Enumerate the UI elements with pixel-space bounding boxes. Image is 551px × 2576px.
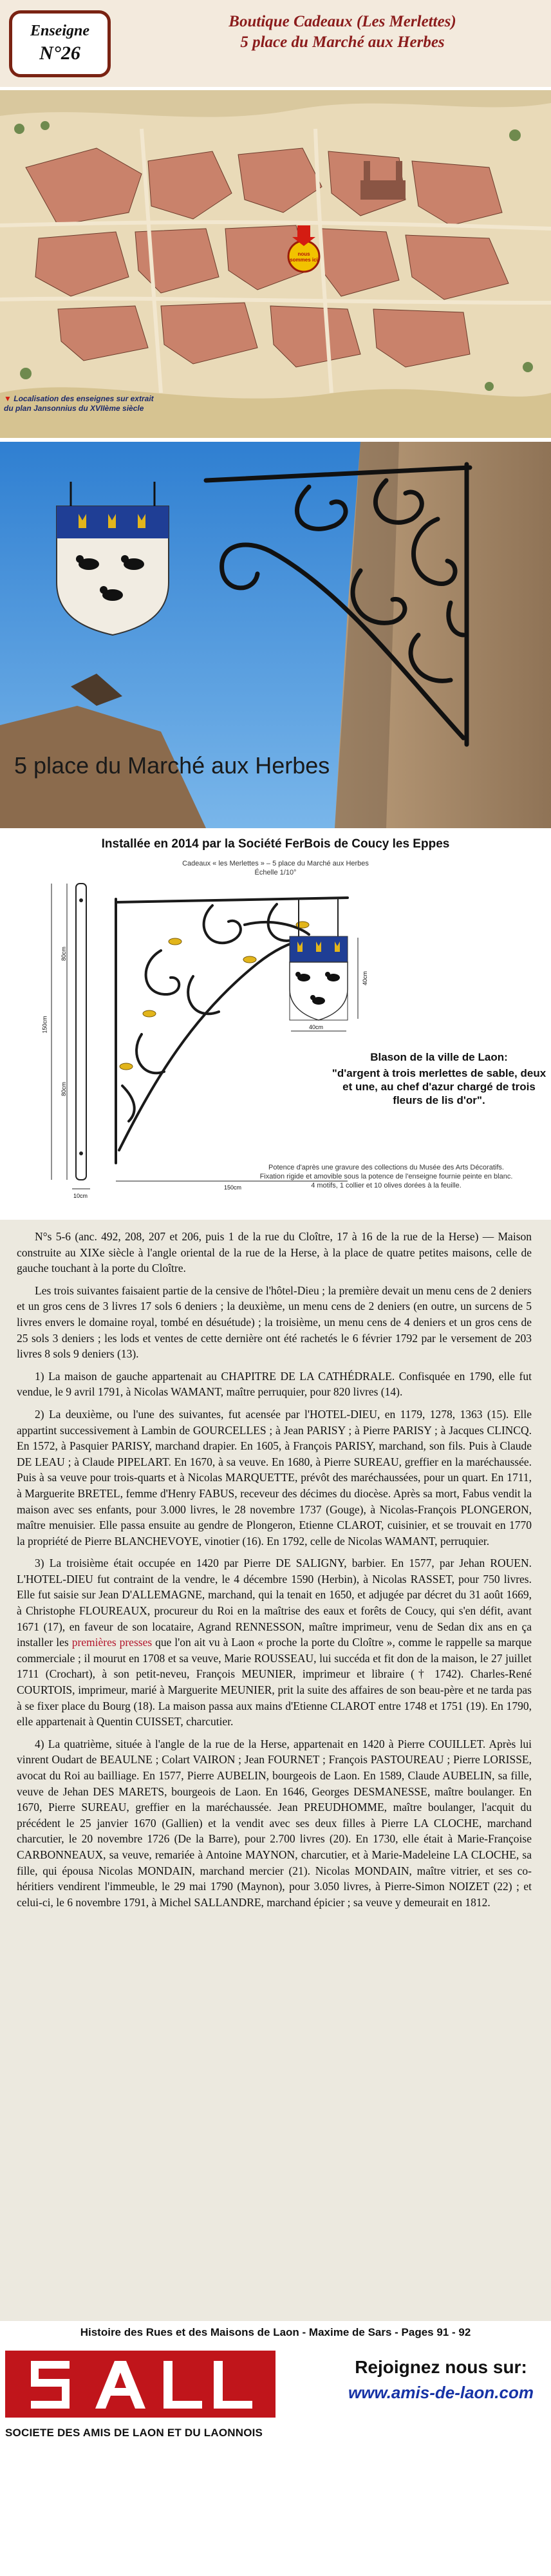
website-link[interactable]: www.amis-de-laon.com [348, 2383, 534, 2402]
dimension-lower-height: 80cm [61, 1081, 68, 1097]
book-paragraph: 4) La quatrième, située à l'angle de la rue de la Herse, appartenait en 1420 à Pierre COUILLET. Après lui vinrent Oudart de BEAULNE ; Colart VAIRON ; Jean FOURNET ; François PASTOUREAU ; Pierre LORISSE, avocat du Roi au bailliage. En 1577, Pierre AUBELIN, bourgeois de Laon. En 1589, Claude AUBELIN, sa fille, veuve de Jehan DES MARETS, bourgeois de Laon. En 1646, Georges DESMANESSE, maître boulanger. En 1670, Pierre SUREAU, greffier en la maréchaussée. Jean PREUDHOMME, maître boulanger, l'acquit du précédent le 25 janvier 1670 (Gallien) et la vendit avec ses deux filles à Pierre LA CLOCHE, marchand charcutier, le 20 novembre 1726 (De la Barre), pour 2.700 livres (20). En 1730, elle était à Marie-Françoise CARBONNEAUX, sa veuve, remariée à Antoine MAYNON, charcutier, et à Marie-Madeleine LA CLOCHE, sa fille, qui épousa Nicolas MONDAIN, marchand mercier (21). Nicolas MONDAIN, maître vitrier, et ses co-héritiers vendirent l'immeuble, le 29 mai 1790 (Maynon), pour 3.050 livres, à Pierre-Simon NOIZET (22) ; et celui-ci, le 6 novembre 1791, à Michel SALLANDRE, marchand épicier ; sa veuve y demeurait en 1812. [17, 1737, 532, 1909]
map-caption [4, 394, 165, 413]
drawing-notes [232, 1163, 541, 1190]
book-paragraph [17, 1555, 532, 1730]
book-paragraph: N°s 5-6 (anc. 492, 208, 207 et 206, puis 1 de la rue du Cloître, 17 à 16 de la rue de la Herse) — Maison construite au XIXe siècle à l'angle oriental de la rue de la Herse, à la place de quatre petites maisons, celle de gauche touchant à la porte du Cloître. [17, 1230, 532, 1275]
society-name: SOCIETE DES AMIS DE LAON ET DU LAONNOIS [5, 2427, 263, 2439]
dimension-thickness: 10cm [73, 1193, 88, 1199]
sall-logo [5, 2347, 276, 2424]
city-map-illustration [0, 90, 551, 438]
dimension-shield-height: 40cm [362, 971, 369, 986]
join-us-text: Rejoignez nous sur: [355, 2357, 527, 2377]
drawing-note-3: 4 motifs, 1 collier et 10 olives dorées à la feuille. [311, 1182, 462, 1189]
title-shop: Boutique Cadeaux (Les Merlettes) [229, 13, 456, 30]
highlighted-text: premières presses [71, 1636, 153, 1649]
dimension-total-height: 150cm [41, 1016, 48, 1034]
badge-number: N°26 [39, 43, 80, 64]
old-city-map [0, 90, 551, 438]
coat-of-arms-title: Blason de la ville de Laon: [370, 1051, 508, 1063]
drawing-subtitle-line: Cadeaux « les Merlettes » – 5 place du Marché aux Herbes [182, 860, 369, 867]
badge-label: Enseigne [30, 23, 89, 39]
page-title [143, 12, 542, 53]
dimension-upper-height: 80cm [61, 946, 68, 961]
book-text-span: que l'on ait vu à Laon « proche la porte du Cloître », comme le rappelle sa marque commerciale ; il mourut en 1708 et sa veuve, Marie ROUSSEAU, lui succéda et fit don de la maison, le 27 juillet 1711 (Crochart), à son petit-neveu, François MEUNIER, imprimeur et libraire († 1742). Charles-René COURTOIS, imprimeur, marié à Marguerite MEUNIER, prit la suite des affaires de son beau-père et ne tarda pas à se fixer place du Bourg (18). La maison passa aux mains d'Etienne CLAROT entre 1748 et 1751 (19). En 1790, elle appartenait à Quentin CUISSET, charcutier. [17, 1636, 532, 1728]
location-pin-icon: ▼ [4, 394, 12, 403]
photo-caption: 5 place du Marché aux Herbes [14, 752, 330, 779]
drawing-note-2: Fixation rigide et amovible sous la potence de l'enseigne fournie peinte en blanc. [259, 1173, 513, 1180]
drawing-scale: Échelle 1/10° [254, 869, 297, 876]
bracket-drawing [0, 828, 551, 1215]
book-paragraph: 2) La deuxième, ou l'une des suivantes, fut acensée par l'HOTEL-DIEU, en 1179, 1278, 1363 (15). Elle appartint successivement à Lambin de GOURCELLES ; à Jean PARISY ; à Pierre PARISY ; à Jacques CLINCQ. En 1572, à Pasquier PARISY, marchand drapier. En 1605, à François PARISY, marchand, son fils. Puis à Claude DE LEAU ; à Claude PIPELART. En 1670, à sa veuve. En 1680, à Pierre SUREAU, greffier en la maréchaussée. Puis à sa veuve pour trois-quarts et à Nicolas MARQUETTE, prévôt des maréchaussées, pour un quart. En 1711, à Marguerite BRETEL, femme d'Henry FABUS, receveur des décimes du diocèse. Après sa mort, Fabus vendit la maison avec ses enfants, pour 3.000 livres, le 28 novembre 1737 (Gouge), à Nicolas-François PLONGERON, maître menuisier. Elle passa ensuite au gendre de Plongeron, Etienne CLAROT, cuisinier, et se trouvait en 1770 la propriété de Pierre BLANCHEVOYE, vinotier (16). En 1792, celle de Nicolas WAMANT, perruquier. [17, 1407, 532, 1548]
source-citation: Histoire des Rues et des Maisons de Laon - Maxime de Sars - Pages 91 - 92 [80, 2326, 471, 2338]
drawing-note-1: Potence d'après une gravure des collections du Musée des Arts Décoratifs. [268, 1164, 504, 1171]
book-text [17, 1229, 532, 1917]
title-address: 5 place du Marché aux Herbes [240, 33, 445, 51]
dimension-width: 150cm [224, 1184, 242, 1191]
sign-photo [0, 442, 551, 828]
technical-drawing [0, 828, 551, 1215]
coat-of-arms-description: "d'argent à trois merlettes de sable, deux et une, au chef d'azur chargé de trois fleurs de lis d'or". [332, 1067, 546, 1106]
header [0, 0, 551, 87]
marker-label: nous sommes ici [290, 251, 318, 263]
book-paragraph: Les trois suivantes faisaient partie de la censive de l'hôtel-Dieu ; la première devait un menu cens de 2 deniers et un gros cens de 3 livres 17 sols 6 deniers ; la deuxième, un menu cens de 2 deniers (en outre, un surcens de 5 livres envers le domaine royal, tombé en désuétude) ; la troisième, un menu cens de 4 deniers et un gros cens de 25 sols 3 deniers ; les lods et ventes de cette dernière ont été rachetés le 6 février 1792 par le versement de 203 livres 8 sols 9 deniers (13). [17, 1283, 532, 1361]
book-paragraph: 1) La maison de gauche appartenait au CHAPITRE DE LA CATHÉDRALE. Confisquée en 1790, elle fut vendue, le 9 avril 1791, à Nicolas WAMANT, maître perruquier, pour 820 livres (14). [17, 1369, 532, 1399]
dimension-shield-width: 40cm [309, 1024, 324, 1030]
map-caption-text: Localisation des enseignes sur extrait du plan Jansonnius du XVIIème siècle [4, 394, 154, 413]
sign-number-badge [9, 10, 111, 77]
installation-title: Installée en 2014 par la Société FerBois de Coucy les Eppes [101, 837, 450, 851]
book-excerpt [0, 1220, 551, 2321]
book-text-span: 3) La troisième était occupée en 1420 par Pierre DE SALIGNY, barbier. En 1577, par Jehan ROUEN. L'HOTEL-DIEU fut contraint de la vendre, le 4 décembre 1590 (Herbin), à Nicolas RASSET, pour 750 livres. Elle fut saisie sur Jean D'ALLEMAGNE, marchand, qui la tenait en 1650, et adjugée par décret du 31 août 1669, à Christophe FLOUREAUX, procureur du Roi en la maîtrise des eaux et forêts de Coucy, qui s'en défit, avant 1671 (17), en faveur de son locataire, Agrand RENNESSON, maître imprimeur, venu de Sedan dix ans en ça installer les [17, 1557, 532, 1649]
